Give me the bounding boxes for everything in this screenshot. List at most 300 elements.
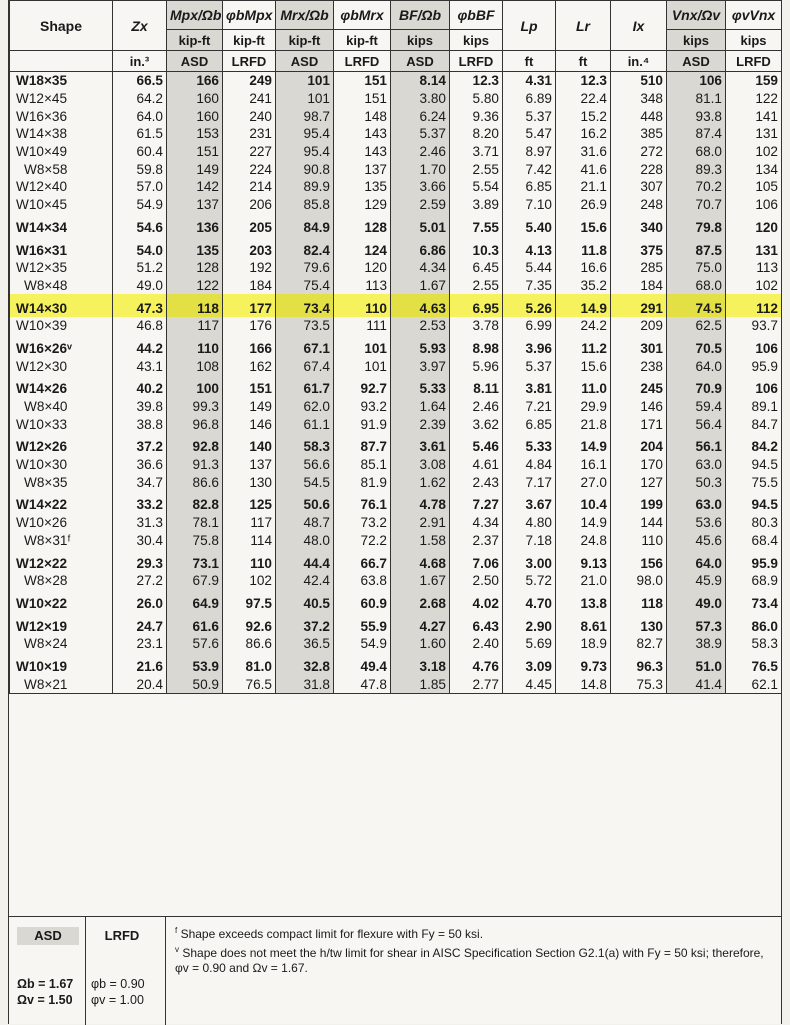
value-cell: 2.55: [450, 277, 503, 295]
value-cell: 49.0: [113, 277, 167, 295]
bf-asd-header: BF/Ωb: [391, 1, 450, 30]
value-cell: 5.37: [503, 357, 556, 375]
value-cell: 75.4: [276, 277, 334, 295]
value-cell: 37.2: [276, 612, 334, 635]
value-cell: 75.5: [726, 473, 782, 491]
value-cell: 54.9: [334, 635, 391, 653]
table-row: [10, 143, 782, 161]
value-cell: 510: [611, 72, 667, 90]
value-cell: 6.89: [503, 90, 556, 108]
bf-asd-basis: ASD: [391, 51, 450, 72]
value-cell: 176: [223, 317, 276, 335]
value-cell: 7.35: [503, 277, 556, 295]
value-cell: 1.64: [391, 398, 450, 416]
value-cell: 96.8: [167, 415, 223, 433]
value-cell: 108: [167, 357, 223, 375]
value-cell: 2.43: [450, 473, 503, 491]
value-cell: 40.5: [276, 590, 334, 613]
value-cell: 3.18: [391, 653, 450, 676]
value-cell: 248: [611, 196, 667, 214]
vnx-lrfd-basis: LRFD: [726, 51, 782, 72]
value-cell: 86.6: [167, 473, 223, 491]
value-cell: 70.2: [667, 178, 726, 196]
value-cell: 2.90: [503, 612, 556, 635]
value-cell: 39.8: [113, 398, 167, 416]
value-cell: 137: [167, 196, 223, 214]
value-cell: 95.4: [276, 143, 334, 161]
value-cell: 131: [726, 236, 782, 259]
value-cell: 91.9: [334, 415, 391, 433]
value-cell: 43.1: [113, 357, 167, 375]
value-cell: 8.61: [556, 612, 611, 635]
value-cell: 153: [167, 125, 223, 143]
mpx-asd-basis: ASD: [167, 51, 223, 72]
value-cell: 64.0: [667, 357, 726, 375]
table-row: [10, 675, 782, 693]
value-cell: 136: [167, 214, 223, 237]
value-cell: 86.0: [726, 612, 782, 635]
value-cell: 6.86: [391, 236, 450, 259]
value-cell: 3.62: [450, 415, 503, 433]
shape-cell: W14×30: [10, 294, 113, 317]
value-cell: 240: [223, 107, 276, 125]
bf-lrfd-basis: LRFD: [450, 51, 503, 72]
value-cell: 301: [611, 335, 667, 358]
mpx-lrfd-unit: kip-ft: [223, 30, 276, 51]
value-cell: 93.2: [334, 398, 391, 416]
table-row: [10, 514, 782, 532]
value-cell: 375: [611, 236, 667, 259]
value-cell: 141: [726, 107, 782, 125]
value-cell: 2.68: [391, 590, 450, 613]
value-cell: 2.59: [391, 196, 450, 214]
value-cell: 97.5: [223, 590, 276, 613]
mrx-lrfd-basis: LRFD: [334, 51, 391, 72]
shape-cell: W8×28: [10, 572, 113, 590]
table-row: [10, 125, 782, 143]
value-cell: 3.71: [450, 143, 503, 161]
value-cell: 23.1: [113, 635, 167, 653]
value-cell: 62.1: [726, 675, 782, 693]
table-row: [10, 456, 782, 474]
value-cell: 89.3: [667, 160, 726, 178]
value-cell: 80.3: [726, 514, 782, 532]
value-cell: 89.1: [726, 398, 782, 416]
value-cell: 2.37: [450, 532, 503, 550]
value-cell: 6.85: [503, 178, 556, 196]
value-cell: 231: [223, 125, 276, 143]
value-cell: 95.9: [726, 549, 782, 572]
value-cell: 170: [611, 456, 667, 474]
value-cell: 67.4: [276, 357, 334, 375]
omega-v-value: Ωv = 1.50: [17, 993, 73, 1007]
value-cell: 14.9: [556, 433, 611, 456]
table-row: [10, 214, 782, 237]
value-cell: 6.95: [450, 294, 503, 317]
value-cell: 54.9: [113, 196, 167, 214]
value-cell: 74.5: [667, 294, 726, 317]
vnx-asd-header: Vnx/Ωv: [667, 1, 726, 30]
value-cell: 81.0: [223, 653, 276, 676]
value-cell: 307: [611, 178, 667, 196]
value-cell: 14.9: [556, 514, 611, 532]
value-cell: 135: [167, 236, 223, 259]
value-cell: 50.6: [276, 491, 334, 514]
value-cell: 92.8: [167, 433, 223, 456]
value-cell: 106: [726, 196, 782, 214]
value-cell: 16.1: [556, 456, 611, 474]
phi-v-value: φv = 1.00: [91, 993, 144, 1007]
value-cell: 82.7: [611, 635, 667, 653]
shape-cell: W14×26: [10, 375, 113, 398]
shape-cell: W10×49: [10, 143, 113, 161]
value-cell: 171: [611, 415, 667, 433]
value-cell: 62.5: [667, 317, 726, 335]
value-cell: 82.4: [276, 236, 334, 259]
value-cell: 68.9: [726, 572, 782, 590]
value-cell: 73.1: [167, 549, 223, 572]
value-cell: 68.0: [667, 143, 726, 161]
value-cell: 177: [223, 294, 276, 317]
value-cell: 89.9: [276, 178, 334, 196]
value-cell: 166: [167, 72, 223, 90]
lp-header: Lp: [503, 1, 556, 51]
value-cell: 106: [726, 375, 782, 398]
table-body: [10, 72, 782, 694]
value-cell: 2.77: [450, 675, 503, 693]
vnx-lrfd-unit: kips: [726, 30, 782, 51]
shape-header: Shape: [10, 1, 113, 51]
value-cell: 7.10: [503, 196, 556, 214]
value-cell: 75.0: [667, 259, 726, 277]
beam-selection-table-page: [8, 0, 782, 1024]
value-cell: 4.13: [503, 236, 556, 259]
value-cell: 59.8: [113, 160, 167, 178]
value-cell: 113: [334, 277, 391, 295]
value-cell: 67.1: [276, 335, 334, 358]
value-cell: 85.8: [276, 196, 334, 214]
value-cell: 87.5: [667, 236, 726, 259]
asd-label: ASD: [17, 927, 79, 945]
shape-cell: W16×26ᵛ: [10, 335, 113, 358]
value-cell: 14.8: [556, 675, 611, 693]
value-cell: 1.58: [391, 532, 450, 550]
value-cell: 4.61: [450, 456, 503, 474]
table-row: [10, 473, 782, 491]
value-cell: 5.46: [450, 433, 503, 456]
value-cell: 41.4: [667, 675, 726, 693]
value-cell: 56.6: [276, 456, 334, 474]
value-cell: 36.6: [113, 456, 167, 474]
value-cell: 54.6: [113, 214, 167, 237]
value-cell: 86.6: [223, 635, 276, 653]
value-cell: 1.60: [391, 635, 450, 653]
value-cell: 5.01: [391, 214, 450, 237]
table-row: [10, 317, 782, 335]
value-cell: 120: [334, 259, 391, 277]
value-cell: 209: [611, 317, 667, 335]
value-cell: 48.7: [276, 514, 334, 532]
value-cell: 156: [611, 549, 667, 572]
value-cell: 340: [611, 214, 667, 237]
value-cell: 49.0: [667, 590, 726, 613]
value-cell: 10.4: [556, 491, 611, 514]
value-cell: 94.5: [726, 491, 782, 514]
value-cell: 57.0: [113, 178, 167, 196]
value-cell: 151: [334, 90, 391, 108]
value-cell: 41.6: [556, 160, 611, 178]
mpx-lrfd-header: φbMpx: [223, 1, 276, 30]
value-cell: 111: [334, 317, 391, 335]
zx-header: Zx: [113, 1, 167, 51]
shape-cell: W18×35: [10, 72, 113, 90]
value-cell: 241: [223, 90, 276, 108]
value-cell: 114: [223, 532, 276, 550]
table-row: [10, 236, 782, 259]
value-cell: 76.5: [223, 675, 276, 693]
footer-notes: [9, 916, 781, 1025]
value-cell: 4.27: [391, 612, 450, 635]
value-cell: 129: [334, 196, 391, 214]
table-row: [10, 635, 782, 653]
value-cell: 21.0: [556, 572, 611, 590]
value-cell: 58.3: [276, 433, 334, 456]
value-cell: 95.4: [276, 125, 334, 143]
value-cell: 3.67: [503, 491, 556, 514]
table-row: [10, 107, 782, 125]
value-cell: 63.0: [667, 456, 726, 474]
value-cell: 144: [611, 514, 667, 532]
value-cell: 130: [223, 473, 276, 491]
value-cell: 38.9: [667, 635, 726, 653]
footnotes: [175, 923, 775, 976]
table-row: [10, 375, 782, 398]
value-cell: 70.7: [667, 196, 726, 214]
value-cell: 122: [726, 90, 782, 108]
value-cell: 9.36: [450, 107, 503, 125]
value-cell: 117: [223, 514, 276, 532]
value-cell: 224: [223, 160, 276, 178]
value-cell: 110: [223, 549, 276, 572]
value-cell: 1.67: [391, 277, 450, 295]
value-cell: 348: [611, 90, 667, 108]
value-cell: 5.26: [503, 294, 556, 317]
value-cell: 33.2: [113, 491, 167, 514]
lr-header: Lr: [556, 1, 611, 51]
value-cell: 21.1: [556, 178, 611, 196]
value-cell: 184: [223, 277, 276, 295]
value-cell: 100: [167, 375, 223, 398]
value-cell: 8.98: [450, 335, 503, 358]
value-cell: 24.7: [113, 612, 167, 635]
value-cell: 42.4: [276, 572, 334, 590]
value-cell: 6.85: [503, 415, 556, 433]
value-cell: 11.8: [556, 236, 611, 259]
value-cell: 4.68: [391, 549, 450, 572]
value-cell: 47.8: [334, 675, 391, 693]
value-cell: 15.6: [556, 214, 611, 237]
value-cell: 24.2: [556, 317, 611, 335]
bf-lrfd-unit: kips: [450, 30, 503, 51]
vnx-asd-basis: ASD: [667, 51, 726, 72]
value-cell: 27.2: [113, 572, 167, 590]
value-cell: 5.96: [450, 357, 503, 375]
shape-cell: W12×30: [10, 357, 113, 375]
value-cell: 3.80: [391, 90, 450, 108]
value-cell: 117: [167, 317, 223, 335]
value-cell: 95.9: [726, 357, 782, 375]
value-cell: 34.7: [113, 473, 167, 491]
value-cell: 64.2: [113, 90, 167, 108]
value-cell: 101: [334, 335, 391, 358]
value-cell: 102: [223, 572, 276, 590]
value-cell: 68.0: [667, 277, 726, 295]
value-cell: 26.0: [113, 590, 167, 613]
value-cell: 4.80: [503, 514, 556, 532]
value-cell: 26.9: [556, 196, 611, 214]
value-cell: 102: [726, 143, 782, 161]
value-cell: 55.9: [334, 612, 391, 635]
value-cell: 47.3: [113, 294, 167, 317]
value-cell: 79.6: [276, 259, 334, 277]
value-cell: 5.33: [391, 375, 450, 398]
value-cell: 137: [334, 160, 391, 178]
value-cell: 59.4: [667, 398, 726, 416]
lp-unit: ft: [503, 51, 556, 72]
value-cell: 73.4: [726, 590, 782, 613]
value-cell: 29.9: [556, 398, 611, 416]
value-cell: 56.4: [667, 415, 726, 433]
value-cell: 1.62: [391, 473, 450, 491]
value-cell: 13.8: [556, 590, 611, 613]
shape-cell: W10×39: [10, 317, 113, 335]
value-cell: 2.39: [391, 415, 450, 433]
mrx-asd-unit: kip-ft: [276, 30, 334, 51]
value-cell: 7.27: [450, 491, 503, 514]
safety-factor-box: [9, 917, 166, 1025]
value-cell: 81.1: [667, 90, 726, 108]
value-cell: 128: [167, 259, 223, 277]
omega-b-value: Ωb = 1.67: [17, 977, 74, 991]
value-cell: 57.6: [167, 635, 223, 653]
shape-cell: W12×35: [10, 259, 113, 277]
value-cell: 87.7: [334, 433, 391, 456]
value-cell: 2.40: [450, 635, 503, 653]
value-cell: 227: [223, 143, 276, 161]
shape-cell: W12×19: [10, 612, 113, 635]
value-cell: 72.2: [334, 532, 391, 550]
value-cell: 58.3: [726, 635, 782, 653]
value-cell: 3.96: [503, 335, 556, 358]
value-cell: 7.42: [503, 160, 556, 178]
value-cell: 31.6: [556, 143, 611, 161]
value-cell: 3.81: [503, 375, 556, 398]
value-cell: 60.9: [334, 590, 391, 613]
value-cell: 45.6: [667, 532, 726, 550]
value-cell: 78.1: [167, 514, 223, 532]
lr-unit: ft: [556, 51, 611, 72]
value-cell: 73.2: [334, 514, 391, 532]
shape-unit-blank: [10, 51, 113, 72]
value-cell: 15.2: [556, 107, 611, 125]
value-cell: 214: [223, 178, 276, 196]
value-cell: 76.1: [334, 491, 391, 514]
value-cell: 4.02: [450, 590, 503, 613]
shape-cell: W8×31ᶠ: [10, 532, 113, 550]
value-cell: 149: [167, 160, 223, 178]
value-cell: 127: [611, 473, 667, 491]
value-cell: 3.09: [503, 653, 556, 676]
value-cell: 151: [167, 143, 223, 161]
value-cell: 93.7: [726, 317, 782, 335]
value-cell: 5.44: [503, 259, 556, 277]
value-cell: 106: [726, 335, 782, 358]
table-row: [10, 653, 782, 676]
value-cell: 7.18: [503, 532, 556, 550]
value-cell: 51.2: [113, 259, 167, 277]
table-row: [10, 277, 782, 295]
value-cell: 2.55: [450, 160, 503, 178]
value-cell: 5.72: [503, 572, 556, 590]
value-cell: 44.4: [276, 549, 334, 572]
value-cell: 90.8: [276, 160, 334, 178]
value-cell: 93.8: [667, 107, 726, 125]
value-cell: 7.55: [450, 214, 503, 237]
value-cell: 76.5: [726, 653, 782, 676]
value-cell: 7.21: [503, 398, 556, 416]
value-cell: 68.4: [726, 532, 782, 550]
value-cell: 99.3: [167, 398, 223, 416]
value-cell: 9.13: [556, 549, 611, 572]
value-cell: 4.31: [503, 72, 556, 90]
value-cell: 143: [334, 125, 391, 143]
shape-cell: W8×35: [10, 473, 113, 491]
table-row: [10, 398, 782, 416]
value-cell: 5.33: [503, 433, 556, 456]
value-cell: 45.9: [667, 572, 726, 590]
value-cell: 8.97: [503, 143, 556, 161]
value-cell: 1.67: [391, 572, 450, 590]
mpx-lrfd-basis: LRFD: [223, 51, 276, 72]
value-cell: 10.3: [450, 236, 503, 259]
mrx-lrfd-unit: kip-ft: [334, 30, 391, 51]
value-cell: 73.4: [276, 294, 334, 317]
value-cell: 160: [167, 107, 223, 125]
shape-cell: W8×48: [10, 277, 113, 295]
value-cell: 385: [611, 125, 667, 143]
value-cell: 21.8: [556, 415, 611, 433]
value-cell: 91.3: [167, 456, 223, 474]
value-cell: 61.7: [276, 375, 334, 398]
value-cell: 98.7: [276, 107, 334, 125]
ix-unit: in.⁴: [611, 51, 667, 72]
value-cell: 63.0: [667, 491, 726, 514]
table-row: [10, 532, 782, 550]
value-cell: 130: [611, 612, 667, 635]
shape-cell: W10×22: [10, 590, 113, 613]
vnx-asd-unit: kips: [667, 30, 726, 51]
value-cell: 18.9: [556, 635, 611, 653]
phi-b-value: φb = 0.90: [91, 977, 145, 991]
footnote-v: [175, 942, 775, 976]
value-cell: 66.5: [113, 72, 167, 90]
value-cell: 14.9: [556, 294, 611, 317]
shape-cell: W12×45: [10, 90, 113, 108]
value-cell: 30.4: [113, 532, 167, 550]
table-row: [10, 178, 782, 196]
value-cell: 35.2: [556, 277, 611, 295]
value-cell: 146: [223, 415, 276, 433]
